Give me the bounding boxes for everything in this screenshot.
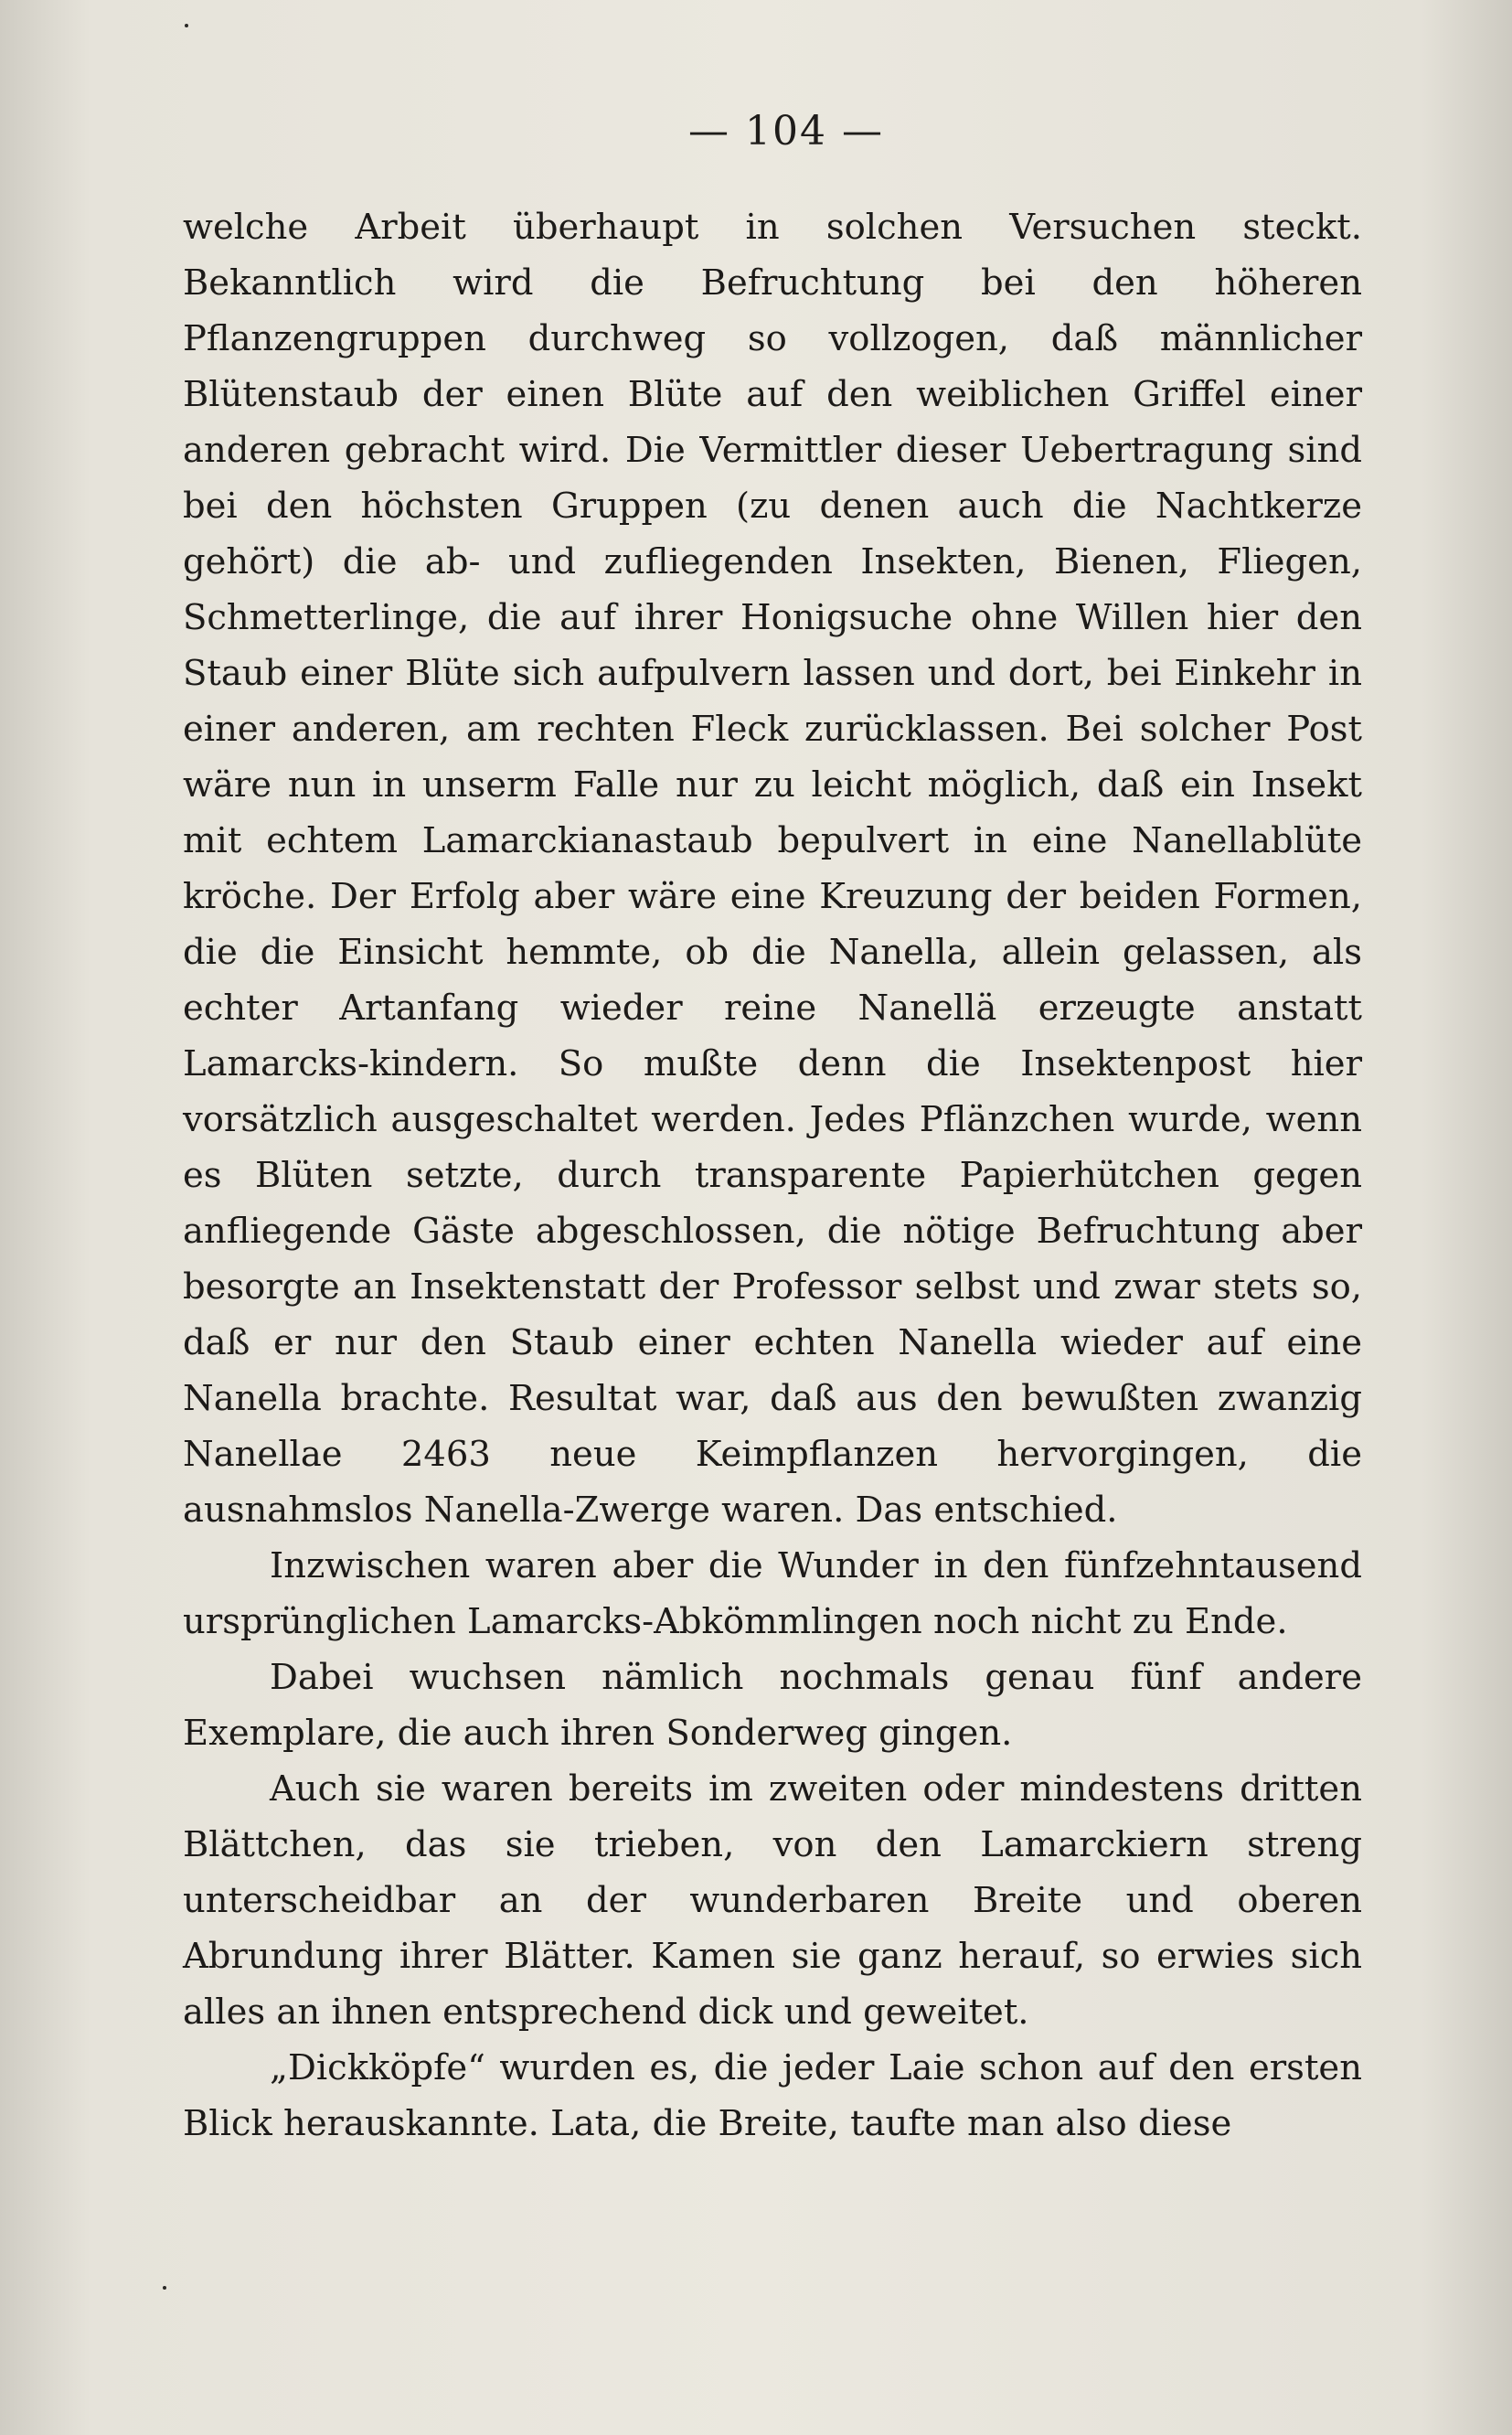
page-number: — 104 — bbox=[688, 108, 884, 155]
paragraph: welche Arbeit überhaupt in solchen Versuchen steckt. Bekanntlich wird die Befruchtung bei den höheren Pflanzengruppen durchweg so vollzogen, daß männlicher Blütenstaub der einen Blüte auf den weiblichen Griffel einer anderen gebracht wird. Die Vermittler dieser Uebertragung sind bei den höchsten Gruppen (zu denen auch die Nachtkerze gehört) die ab- und zufliegenden Insekten, Bienen, Fliegen, Schmetterlinge, die auf ihrer Honigsuche ohne Willen hier den Staub einer Blüte sich aufpulvern lassen und dort, bei Einkehr in einer anderen, am rechten Fleck zurücklassen. Bei solcher Post wäre nun in unserm Falle nur zu leicht möglich, daß ein Insekt mit echtem Lamarckianastaub bepulvert in eine Nanellablüte kröche. Der Erfolg aber wäre eine Kreuzung der beiden Formen, die die Einsicht hemmte, ob die Nanella, allein gelassen, als echter Artanfang wieder reine Nanellä erzeugte anstatt Lamarcks-kindern. So mußte denn die Insektenpost hier vorsätzlich ausgeschaltet werden. Jedes Pflänzchen wurde, wenn es Blüten setzte, durch transparente Papierhütchen gegen anfliegende Gäste abgeschlossen, die nötige Befruchtung aber besorgte an Insektenstatt der Professor selbst und zwar stets so, daß er nur den Staub einer echten Nanella wieder auf eine Nanella brachte. Resultat war, daß aus den bewußten zwanzig Nanellae 2463 neue Keimpflanzen hervorgingen, die ausnahmslos Nanella-Zwerge waren. Das entschied. bbox=[183, 207, 1362, 1531]
body-text bbox=[183, 199, 1362, 2152]
paragraph: Dabei wuchsen nämlich nochmals genau fünf andere Exemplare, die auch ihren Sonderweg gingen. bbox=[183, 1657, 1362, 1754]
speck-mark bbox=[163, 2286, 166, 2290]
paragraph: „Dickköpfe“ wurden es, die jeder Laie schon auf den ersten Blick herauskannte. Lata, die Breite, taufte man also diese bbox=[183, 2047, 1362, 2144]
speck-mark bbox=[185, 24, 188, 27]
paragraph: Auch sie waren bereits im zweiten oder mindestens dritten Blättchen, das sie trieben, von den Lamarckiern streng unterscheidbar an der wunderbaren Breite und oberen Abrundung ihrer Blätter. Kamen sie ganz herauf, so erwies sich alles an ihnen entsprechend dick und geweitet. bbox=[183, 1768, 1362, 2033]
paragraph: Inzwischen waren aber die Wunder in den fünfzehntausend ursprünglichen Lamarcks-Abkömmlingen noch nicht zu Ende. bbox=[183, 1545, 1362, 1642]
